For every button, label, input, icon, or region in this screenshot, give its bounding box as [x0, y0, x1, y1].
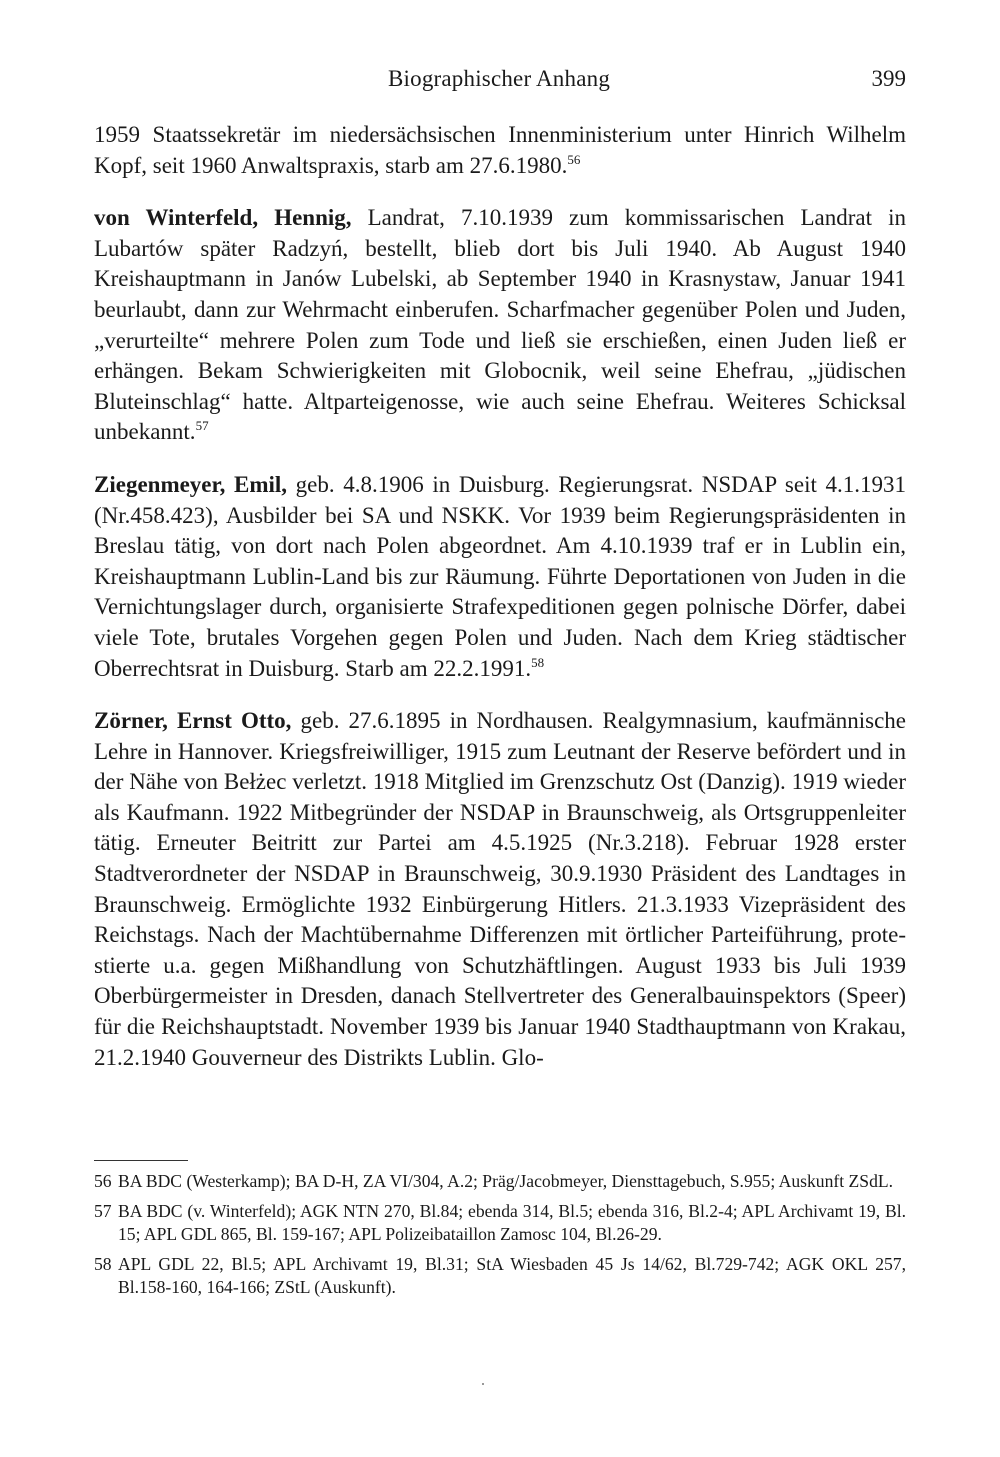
book-page	[94, 0, 906, 1457]
scan-speck	[482, 1383, 484, 1385]
footnote-text: BA BDC (Westerkamp); BA D-H, ZA VI/304, A.2; Präg/Jacobmeyer, Diensttagebuch, S.955; Auskunft ZSdL.	[118, 1171, 894, 1191]
entry-text: geb. 27.6.1895 in Nordhausen. Realgymnasium, kaufmännische Lehre in Hannover. Kriegsfreiwilliger, 1915 zum Leutnant der Reserve befördert und in der Nähe von Bełżec verletzt. 1918 Mitglied im Grenzschutz Ost (Danzig). 1919 wieder als Kaufmann. 1922 Mitbegründer der NSDAP in Braunschweig, als Ortsgruppenleiter tätig. Erneuter Beitritt zur Partei am 4.5.1925 (Nr.3.218). Februar 1928 erster Stadtverordneter der NSDAP in Braunschweig, 30.9.1930 Präsident des Landtages in Braunschweig. Ermöglichte 1932 Einbürgerung Hitlers. 21.3.1933 Vizepräsident des Reichstags. Nach der Machtübernahme Differenzen mit örtlicher Parteiführung, protestierte u.a. gegen Mißhandlung von Schutzhäftlingen. August 1933 bis Juli 1939 Oberbürgermeister in Dresden, danach Stellvertreter des Generalbauinspektors (Speer) für die Reichshauptstadt. November 1939 bis Januar 1940 Stadthauptmann von Krakau, 21.2.1940 Gouverneur des Distrikts Lublin. Glo-	[94, 708, 906, 1070]
page-header	[94, 66, 906, 98]
entry-paragraph-zoerner	[94, 706, 906, 1073]
entry-name: Zörner, Ernst Otto,	[94, 708, 292, 734]
footnote-56	[94, 1170, 906, 1194]
entry-name: von Winterfeld, Hennig,	[94, 205, 352, 231]
footnotes	[94, 1170, 906, 1306]
entry-text: Landrat, 7.10.1939 zum kommissarischen Landrat in Lubartów später Radzyń, bestellt, blieb dort bis Juli 1940. Ab August 1940 Kreishauptmann in Janów Lubelski, ab September 1940 in Krasnystaw, Januar 1941 beurlaubt, dann zur Wehrmacht einberufen. Scharfmacher gegenüber Polen und Juden, „verurteilte“ mehrere Polen zum Tode und ließ sie erschießen, einen Juden ließ er erhängen. Bekam Schwierigkeiten mit Globocnik, weil seine Ehefrau, „jüdischen Bluteinschlag“ hatte. Altparteigenosse, wie auch seine Ehefrau. Weiteres Schicksal unbekannt.	[94, 205, 906, 445]
footnote-ref: 56	[567, 151, 581, 167]
footnote-number: 56	[94, 1171, 112, 1191]
main-text	[94, 120, 906, 1073]
footnote-number: 57	[94, 1200, 112, 1221]
footnote-57	[94, 1200, 906, 1247]
footnote-text: APL GDL 22, Bl.5; APL Archivamt 19, Bl.31; StA Wiesbaden 45 Js 14/62, Bl.729-742; AGK OKL 257, Bl.158-160, 164-166; ZStL (Auskunft).	[118, 1253, 906, 1297]
entry-paragraph-winterfeld	[94, 203, 906, 448]
entry-paragraph-ziegenmeyer	[94, 470, 906, 684]
entry-text: geb. 4.8.1906 in Duisburg. Regierungsrat. NSDAP seit 4.1.1931 (Nr.458.423), Ausbilder bei SA und NSKK. Vor 1939 beim Regierungspräsidenten in Breslau tätig, von dort nach Polen abgeordnet. Am 4.10.1939 traf er in Lublin ein, Kreishauptmann Lublin-Land bis zur Räumung. Führte Deportationen von Juden in die Vernichtungslager durch, organisierte Strafexpeditionen gegen polnische Dörfer, dabei viele Tote, brutales Vorgehen gegen Polen und Juden. Nach dem Krieg städtischer Oberrechtsrat in Duisburg. Starb am 22.2.1991.	[94, 471, 906, 681]
footnote-separator	[94, 1160, 188, 1161]
footnote-number: 58	[94, 1253, 112, 1274]
footnote-text: BA BDC (v. Winterfeld); AGK NTN 270, Bl.84; ebenda 314, Bl.5; ebenda 316, Bl.2-4; APL Archivamt 19, Bl. 15; APL GDL 865, Bl. 159-167; APL Polizeibataillon Zamosc 104, Bl.26-29.	[118, 1200, 906, 1244]
entry-name: Ziegenmeyer, Emil,	[94, 471, 288, 497]
entry-text: 1959 Staatssekretär im niedersächsischen Innenministerium unter Hinrich Wilhelm Kopf, seit 1960 Anwaltspraxis, starb am 27.6.1980.	[94, 122, 906, 178]
footnote-ref: 57	[195, 418, 209, 434]
entry-paragraph-continuation	[94, 120, 906, 181]
footnote-ref: 58	[531, 654, 545, 670]
page-number: 399	[871, 66, 906, 91]
footnote-58	[94, 1253, 906, 1300]
running-head: Biographischer Anhang	[388, 66, 611, 91]
